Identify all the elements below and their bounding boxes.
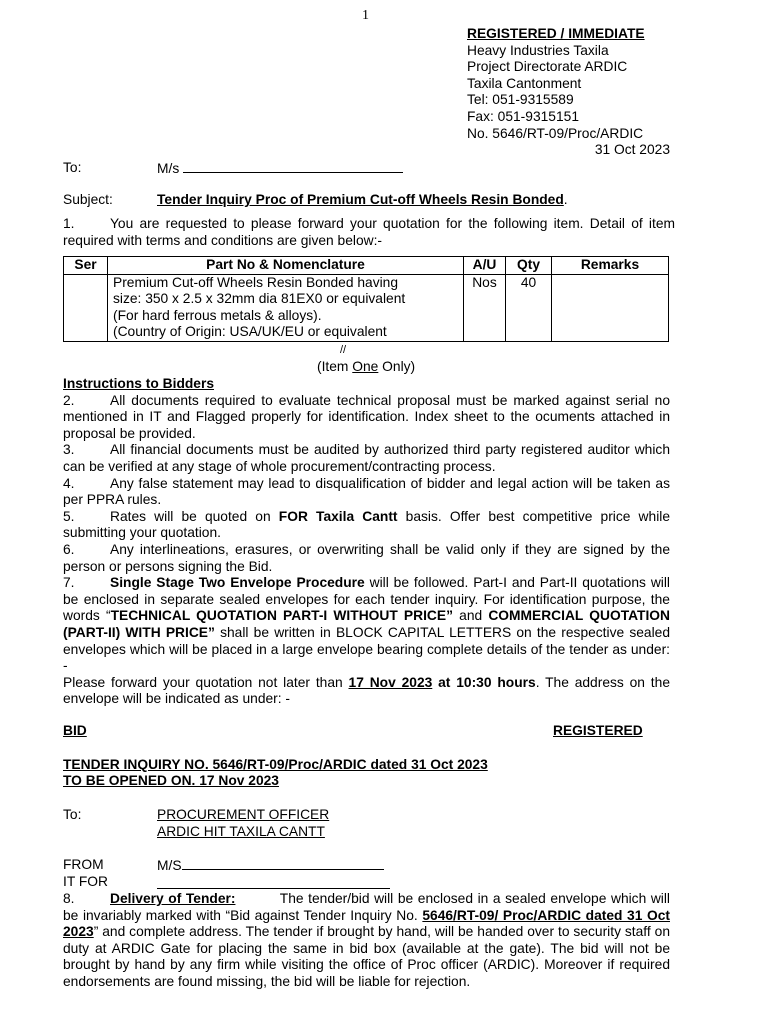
itfor-blank-line: [157, 876, 390, 889]
deadline-time: at 10:30 hours: [432, 674, 536, 690]
recipient-blank-line: [183, 160, 403, 173]
para-number: 2.: [63, 392, 75, 408]
items-table: [63, 256, 669, 342]
cell-remarks: [552, 274, 669, 341]
para-number: 6.: [63, 541, 75, 557]
para-text: All financial documents must be audited by authorized third party registered auditor which can be verified at any stage of whole procurement/contracting process.: [63, 442, 670, 474]
subject-label: Subject:: [63, 192, 113, 207]
instruction-5: [63, 509, 670, 542]
para-bold: Single Stage Two Envelope Procedure: [110, 575, 365, 591]
envelope-to-line2: ARDIC HIT TAXILA CANTT: [157, 824, 325, 839]
registered-immediate: REGISTERED / IMMEDIATE: [467, 26, 645, 41]
part-line: Premium Cut-off Wheels Resin Bonded having: [113, 274, 399, 290]
cell-au: Nos: [464, 274, 506, 341]
registered-label: REGISTERED: [553, 723, 643, 738]
part-line: (For hard ferrous metals & alloys).: [113, 307, 322, 323]
para-text: will be followed. Part-I and Part-II quotations will be enclosed in separate sealed envelopes for each tender inquiry. For identification purpose, the words “: [63, 575, 670, 624]
instruction-2: [63, 393, 670, 443]
opening-date-line: TO BE OPENED ON. 17 Nov 2023: [63, 773, 279, 788]
cell-qty: 40: [506, 274, 552, 341]
deadline-date: 17 Nov 2023: [348, 674, 433, 690]
instruction-3: [63, 442, 670, 475]
cell-ser: [64, 274, 108, 341]
subject-period: .: [563, 192, 568, 207]
subject-text: Tender Inquiry Proc of Premium Cut-off Wheels Resin Bonded: [157, 192, 564, 207]
header-qty: Qty: [506, 257, 552, 275]
letter-date: 31 Oct 2023: [594, 142, 670, 158]
para-number: 5.: [63, 508, 75, 524]
table-row: [64, 274, 669, 341]
item-note: [317, 359, 415, 376]
header-part: Part No & Nomenclature: [108, 257, 464, 275]
instruction-4: [63, 476, 670, 509]
slashes: //: [340, 344, 347, 356]
para-text: . The address on the envelope will be indicated as under: -: [63, 674, 670, 707]
item-note-post: Only): [378, 359, 416, 374]
to-label: To:: [63, 160, 82, 175]
bid-label: BID: [63, 723, 87, 738]
header-ser: Ser: [64, 257, 108, 275]
itfor-label: IT FOR: [63, 874, 108, 889]
para-text: The tender/bid will be enclosed in a sealed envelope which will be invariably marked with “Bid against Tender Inquiry No.: [63, 891, 670, 923]
para-text: All documents required to evaluate technical proposal must be marked against serial no mentioned in IT and Flagged properly for identification. Index sheet to the ocuments attached in proposal be provided.: [63, 392, 670, 441]
para-number: 7.: [63, 575, 75, 591]
letterhead-line: Tel: 051-9315589: [467, 92, 574, 108]
para-text: Rates will be quoted on: [110, 508, 279, 524]
instruction-6: [63, 542, 670, 575]
para-text: shall be written in BLOCK CAPITAL LETTERS on the respective sealed envelopes which will be placed in a large envelope bearing complete details of the tender as under: -: [63, 624, 671, 674]
cell-part: [108, 274, 464, 341]
item-note-pre: (Item: [317, 359, 353, 374]
para-number: 1.: [63, 216, 75, 231]
from-field: [157, 857, 384, 875]
deadline-paragraph: [63, 675, 670, 708]
part-line: (Country of Origin: USA/UK/EU or equivalent: [113, 324, 387, 340]
envelope-to-line1: PROCUREMENT OFFICER: [157, 807, 330, 822]
page-number: 1: [362, 8, 369, 23]
para-number: 8.: [63, 891, 75, 906]
item-note-one: One: [352, 359, 379, 374]
para-text: Any interlineations, erasures, or overwriting shall be valid only if they are signed by the person or persons signing the Bid.: [63, 541, 670, 574]
para-text: Any false statement may lead to disqualification of bidder and legal action will be taken as per PPRA rules.: [63, 475, 670, 508]
letterhead-line: Heavy Industries Taxila: [467, 42, 609, 58]
from-label: FROM: [63, 857, 104, 872]
letterhead: [467, 26, 670, 159]
delivery-reference: 5646/RT-09/ Proc/ARDIC dated 31 Oct 2023: [63, 907, 670, 940]
para-text: ” and complete address. The tender if brought by hand, will be handed over to security staff on duty at ARDIC Gate for placing the same in bid box (available at the gate). The bid will not be brought by hand by any firm while visiting the office of Proc officer (ARDIC). Moreover if required endorsements are found missing, the bid will be liable for rejection.: [63, 924, 670, 989]
to-recipient: [157, 160, 403, 178]
letterhead-line: Taxila Cantonment: [467, 75, 582, 91]
para-bold: COMMERCIAL QUOTATION (PART-II) WITH PRICE”: [63, 608, 670, 640]
delivery-heading: Delivery of Tender:: [110, 891, 236, 906]
para-text: You are requested to please forward your quotation for the following item. Detail of item required with terms and conditions are given below:-: [63, 216, 675, 248]
para-text: and: [453, 608, 489, 624]
para-bold: TECHNICAL QUOTATION PART-I WITHOUT PRICE”: [110, 608, 453, 624]
header-remarks: Remarks: [552, 257, 669, 275]
tender-inquiry-line: TENDER INQUIRY NO. 5646/RT-09/Proc/ARDIC dated 31 Oct 2023: [63, 757, 488, 772]
para-number: 4.: [63, 475, 75, 491]
table-header-row: [64, 257, 669, 275]
part-line: size: 350 x 2.5 x 32mm dia 81EX0 or equivalent: [113, 291, 406, 307]
letterhead-line: Fax: 051-9315151: [467, 108, 579, 124]
para-text: basis. Offer best competitive price while submitting your quotation.: [63, 508, 671, 541]
letterhead-line: Project Directorate ARDIC: [467, 59, 628, 75]
header-au: A/U: [464, 257, 506, 275]
from-prefix: M/S: [157, 858, 182, 873]
from-blank-line: [182, 857, 384, 870]
envelope-to-label: To:: [63, 807, 82, 822]
instructions-section: [63, 376, 670, 708]
para-text: Please forward your quotation not later than: [63, 674, 349, 690]
paragraph-1: [63, 216, 675, 249]
letterhead-line: No. 5646/RT-09/Proc/ARDIC: [467, 125, 644, 141]
para-bold: FOR Taxila Cantt: [278, 508, 398, 524]
para-number: 3.: [63, 442, 75, 458]
to-prefix: M/s: [157, 161, 180, 176]
subject-line: [157, 192, 568, 209]
instructions-heading: Instructions to Bidders: [63, 376, 215, 391]
delivery-paragraph: [63, 891, 670, 991]
instruction-7: [63, 575, 670, 675]
